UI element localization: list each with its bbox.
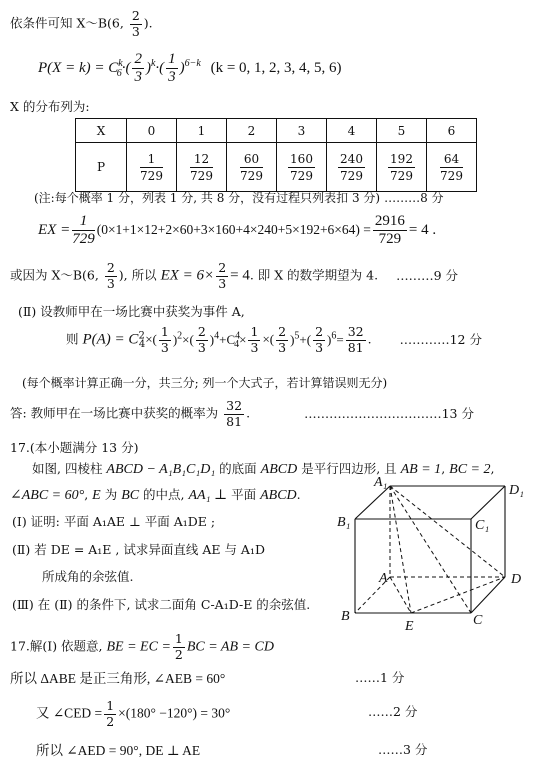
label-c1: C₁ (475, 518, 490, 533)
solution-line-2: 所以 ΔABE 是正三角形, ∠AEB = 60° ……1 分 (10, 670, 405, 686)
solution-line-4: 所以 ∠AED = 90°, DE ⊥ AE ……3 分 (36, 742, 428, 758)
q17-sub-3: (Ⅲ) 在 (Ⅱ) 的条件下, 试求二面角 C-A₁D-E 的余弦值. (12, 597, 311, 612)
p-cell: $\frac{192}{729}$ (377, 143, 427, 192)
edge-c1d1 (471, 486, 505, 519)
label-d1: D₁ (509, 483, 524, 498)
label-d: D (511, 572, 522, 587)
edge-a1e (390, 486, 411, 613)
answer-line: 答: 教师甲在一场比赛中获奖的概率为 $\frac{32}{81}$ . ……………………………13 分 (10, 398, 474, 429)
x-cell: 3 (277, 119, 327, 143)
scoring-note-1: (注:每个概率 1 分，列表 1 分, 共 8 分，没有过程只列表扣 3 分) ………8 分 (34, 191, 444, 205)
label-a1: A₁ (374, 475, 388, 490)
label-c: C (473, 613, 483, 628)
x-cell: 2 (227, 119, 277, 143)
expectation-alt-line: 或因为 X～B(6, $\frac{2}{3}$ ), 所以 EX = 6× $\frac{2}{3}$ = 4. 即 X 的数学期望为 4. ………9 分 (10, 260, 458, 291)
scoring-note-2: (每个概率计算正确一分，共三分; 列一个大式子，若计算错误则无分) (22, 376, 388, 390)
solution-line-1: 17.解(Ⅰ) 依题意, BE = EC = $\frac{1}{2}$ BC = AB = CD (10, 631, 274, 662)
label-e: E (405, 619, 414, 634)
edge-cd (471, 577, 505, 613)
p-header: P (76, 143, 127, 192)
q17-sub-2b: 所成角的余弦值. (42, 569, 134, 584)
q17-sub-1: (Ⅰ) 证明: 平面 A₁AE ⊥ 平面 A₁DE ; (12, 514, 216, 529)
x-cell: 4 (327, 119, 377, 143)
q17-line-2: ∠ABC = 60°, E 为 BC 的中点, AA₁ ⊥ 平面 ABCD. (10, 487, 301, 503)
p-cell: $\frac{1}{729}$ (127, 143, 177, 192)
p-cell: $\frac{60}{729}$ (227, 143, 277, 192)
expectation-line: EX = $\frac{1}{729}$ (0×1+1×12+2×60+3×160+4×240+5×192+6×64) = $\frac{2916}{729}$ = 4 . (38, 213, 437, 247)
probability-line: 则 $P(A) = C^2_4\times$( $\frac{1}{3}$ )$^2$×( $\frac{2}{3}$ )$^4+C^4_4\times$ $\frac{1}{3}$ ×( $\frac{2}{3}$ )$^5$+( $\frac{2}{3}$ )$^6$= $\frac{32}{81}$ . …………12 分 (66, 324, 482, 355)
x-cell: 0 (127, 119, 177, 143)
p-cell: $\frac{240}{729}$ (327, 143, 377, 192)
p-cell: $\frac{12}{729}$ (177, 143, 227, 192)
q17-line-1: 如图, 四棱柱 ABCD − A₁B₁C₁D₁ 的底面 ABCD 是平行四边形, 且 AB = 1, BC = 2, (32, 461, 495, 477)
label-b: B (341, 609, 350, 624)
x-cell: 6 (427, 119, 477, 143)
dist-title: X 的分布列为: (10, 99, 90, 114)
p-cell: $\frac{64}{729}$ (427, 143, 477, 192)
edge-ae (390, 577, 411, 613)
x-header: X (76, 119, 127, 143)
x-cell: 5 (377, 119, 427, 143)
p-cell: $\frac{160}{729}$ (277, 143, 327, 192)
label-b1: B₁ (337, 515, 351, 530)
q17-heading: 17.(本小题满分 13 分) (10, 440, 139, 455)
binomial-formula: $P(X = k) = C^k_6\cdot$( $\frac{2}{3}$ )$^k$·( $\frac{1}{3}$ )$^{6-k}$ (k = 0, 1, 2, 3, 4, 5, 6) (38, 51, 342, 85)
solution-line-3: 又 ∠CED = $\frac{1}{2}$ ×(180° −120°) = 30° ……2 分 (36, 698, 418, 729)
given-line: 依条件可知 X～B(6, $\frac{2}{3}$ ). (10, 8, 153, 39)
edge-a1c (390, 486, 471, 613)
label-a: A (379, 571, 388, 586)
part-2-heading: (Ⅱ) 设教师甲在一场比赛中获奖为事件 A, (18, 304, 245, 319)
edge-ed (411, 577, 505, 613)
q17-sub-2: (Ⅱ) 若 DE = A₁E , 试求异面直线 AE 与 A₁D (12, 542, 265, 557)
x-cell: 1 (177, 119, 227, 143)
edge-a1b1 (355, 486, 390, 519)
